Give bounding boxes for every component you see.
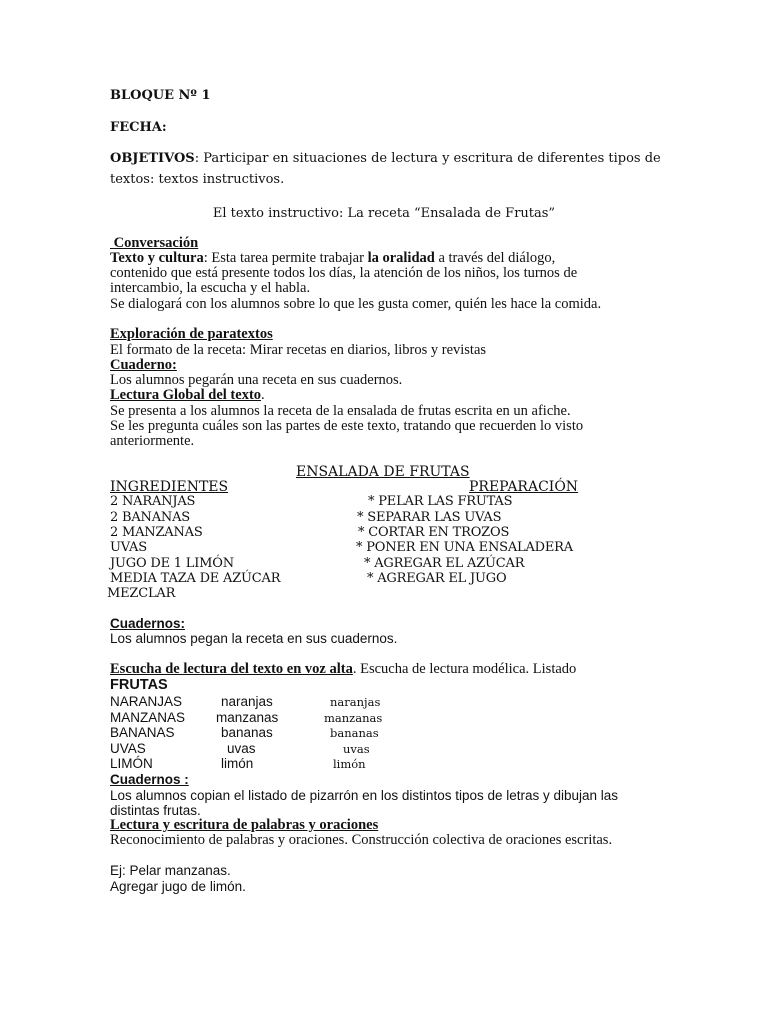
- objetivos-text: : Participar en situaciones de lectura y escritura de diferentes tipos de: [194, 151, 661, 166]
- ingredient-item: MEDIA TAZA DE AZÚCAR: [110, 571, 281, 586]
- lectura-global-line: [110, 388, 265, 403]
- fruit-lower: naranjas: [221, 694, 273, 709]
- lectura-global-heading: Lectura Global del texto: [110, 387, 262, 403]
- exploracion-line-1: El formato de la receta: Mirar recetas en diarios, libros y revistas: [110, 342, 487, 358]
- conversacion-line-2: contenido que está presente todos los días, la atención de los niños, los turnos de: [110, 265, 578, 281]
- ingredient-item: 2 BANANAS: [110, 510, 190, 525]
- fruit-cursive: naranjas: [330, 695, 381, 709]
- escucha-text: . Escucha de lectura modélica. Listado: [352, 661, 577, 677]
- ingredient-item: 2 MANZANAS: [110, 525, 203, 540]
- preparation-step: * PONER EN UNA ENSALADERA: [356, 540, 573, 555]
- fruit-upper: LIMÓN: [110, 756, 153, 771]
- preparation-step: * PELAR LAS FRUTAS: [368, 494, 513, 509]
- conversacion-heading: [110, 236, 198, 251]
- document-title: El texto instructivo: La receta “Ensalada de Frutas”: [212, 206, 556, 221]
- preparation-step: * AGREGAR EL AZÚCAR: [364, 556, 525, 571]
- preparation-step: * AGREGAR EL JUGO: [367, 571, 507, 586]
- ingredient-item: 2 NARANJAS: [110, 494, 196, 509]
- fruit-cursive: bananas: [330, 726, 379, 740]
- exploracion-heading: Exploración de paratextos: [110, 326, 273, 342]
- objetivos-line-1: [110, 151, 661, 166]
- fruit-cursive: limón: [333, 757, 366, 771]
- ingredient-item: MEZCLAR: [107, 586, 176, 601]
- cuaderno-heading: Cuaderno:: [110, 357, 177, 373]
- palabras-heading: Lectura y escritura de palabras y oraciones: [110, 817, 379, 833]
- cuaderno-text: Los alumnos pegarán una receta en sus cuadernos.: [110, 372, 403, 388]
- lectura-line-1: Se presenta a los alumnos la receta de la ensalada de frutas escrita en un afiche.: [110, 403, 571, 419]
- preparation-step: * SEPARAR LAS UVAS: [357, 510, 502, 525]
- conversacion-line-3: intercambio, la escucha y el habla.: [110, 280, 311, 296]
- fruit-upper: UVAS: [110, 741, 146, 756]
- objetivos-line-2: textos: textos instructivos.: [110, 172, 285, 187]
- conversacion-heading-text: Conversación: [113, 235, 199, 251]
- fruit-upper: NARANJAS: [110, 694, 183, 709]
- preparation-heading: PREPARACIÓN: [469, 479, 579, 495]
- cuadernos-heading-1: Cuadernos:: [110, 616, 186, 631]
- example-1: Ej: Pelar manzanas.: [110, 863, 231, 878]
- fruit-lower: manzanas: [216, 710, 279, 725]
- lectura-global-dot: .: [261, 387, 265, 403]
- lectura-line-3: anteriormente.: [110, 433, 195, 449]
- texto-cultura-label: Texto y cultura: [110, 250, 204, 266]
- fruit-upper: MANZANAS: [110, 710, 186, 725]
- bloque-number: BLOQUE Nº 1: [110, 88, 211, 103]
- cuadernos-line-2: distintas frutas.: [110, 803, 201, 818]
- escucha-heading: Escucha de lectura del texto en voz alta: [110, 661, 353, 677]
- cuadernos-line-1: Los alumnos copian el listado de pizarrón en los distintos tipos de letras y dibujan las: [110, 788, 619, 803]
- preparation-step: * CORTAR EN TROZOS: [358, 525, 510, 540]
- conversacion-text-a: : Esta tarea permite trabajar: [203, 250, 368, 266]
- ingredient-item: JUGO DE 1 LIMÓN: [110, 556, 234, 571]
- conversacion-line-4: Se dialogará con los alumnos sobre lo que les gusta comer, quién les hace la comida.: [110, 296, 602, 312]
- fruit-lower: bananas: [221, 725, 273, 740]
- escucha-line: [110, 662, 576, 677]
- fruit-cursive: uvas: [343, 742, 370, 756]
- fruit-lower: limón: [221, 756, 254, 771]
- frutas-heading: FRUTAS: [110, 677, 168, 693]
- ingredient-item: UVAS: [110, 540, 147, 555]
- fruit-lower: uvas: [227, 741, 256, 756]
- conversacion-text-b: a través del diálogo,: [434, 250, 556, 266]
- example-2: Agregar jugo de limón.: [110, 879, 246, 894]
- lectura-line-2: Se les pregunta cuáles son las partes de este texto, tratando que recuerden lo visto: [110, 418, 584, 434]
- cuadernos-text-1: Los alumnos pegan la receta en sus cuadernos.: [110, 631, 398, 646]
- fruit-upper: BANANAS: [110, 725, 175, 740]
- ingredients-heading: INGREDIENTES: [110, 479, 229, 495]
- fecha-label: FECHA:: [110, 120, 167, 135]
- objetivos-label: OBJETIVOS: [110, 151, 195, 166]
- fruit-cursive: manzanas: [324, 711, 383, 725]
- oralidad-bold: la oralidad: [367, 250, 435, 266]
- conversacion-line-1: [110, 251, 555, 266]
- palabras-line-1: Reconocimiento de palabras y oraciones. Construcción colectiva de oraciones escritas.: [110, 832, 613, 848]
- cuadernos-heading-2: Cuadernos :: [110, 772, 189, 787]
- recipe-title: ENSALADA DE FRUTAS: [296, 464, 470, 480]
